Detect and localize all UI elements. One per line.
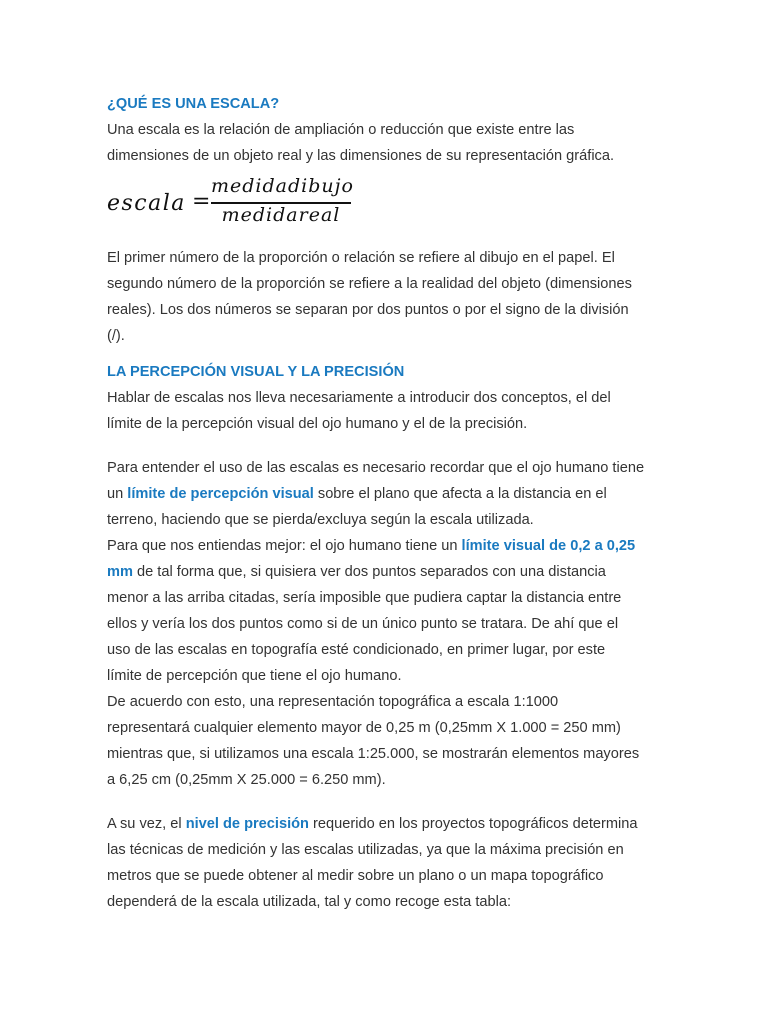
formula-denominator: medidareal xyxy=(221,204,341,226)
formula-equals: = xyxy=(192,189,211,214)
paragraph-line: dependerá de la escala utilizada, tal y como recoge esta tabla: xyxy=(107,894,512,910)
formula-lhs: escala xyxy=(107,191,186,216)
paragraph-line: las técnicas de medición y las escalas utilizadas, ya que la máxima precisión en xyxy=(107,842,624,858)
article-body xyxy=(107,91,667,915)
link-limite-visual-mm[interactable]: mm xyxy=(107,564,133,580)
scale-formula xyxy=(107,175,667,235)
formula-numerator: medidadibujo xyxy=(211,175,354,197)
paragraph-line: dimensiones de un objeto real y las dimensiones de su representación gráfica. xyxy=(107,148,615,164)
paragraph-line: (/). xyxy=(107,328,125,344)
text-run: sobre el plano que afecta a la distancia en el xyxy=(313,486,607,502)
paragraph-line: uso de las escalas en topografía esté condicionado, en primer lugar, por este xyxy=(107,642,606,658)
paragraph-line: metros que se puede obtener al medir sobre un plano o un mapa topográfico xyxy=(107,868,604,884)
paragraph-line: límite de percepción que tiene el ojo humano. xyxy=(107,668,402,684)
text-run: Para que nos entiendas mejor: el ojo humano tiene un xyxy=(107,538,462,554)
paragraph-line xyxy=(107,533,667,559)
paragraph-line xyxy=(107,811,667,837)
paragraph-line xyxy=(107,559,667,585)
paragraph-line: menor a las arriba citadas, sería imposible que pudiera captar la distancia entre xyxy=(107,590,622,606)
paragraph-line: límite de la percepción visual del ojo humano y el de la precisión. xyxy=(107,416,528,432)
paragraph-line xyxy=(107,481,667,507)
text-run: requerido en los proyectos topográficos determina xyxy=(308,816,638,832)
paragraph-line: ellos y vería los dos puntos como si de un único punto se tratara. De ahí que el xyxy=(107,616,619,632)
link-limite-percepcion-visual[interactable]: límite de percepción visual xyxy=(127,486,314,502)
paragraph-line: terreno, haciendo que se pierda/excluya según la escala utilizada. xyxy=(107,512,534,528)
text-run: A su vez, el xyxy=(107,816,186,832)
paragraph-line: De acuerdo con esto, una representación topográfica a escala 1:1000 xyxy=(107,694,559,710)
paragraph-line: Hablar de escalas nos lleva necesariamente a introducir dos conceptos, el del xyxy=(107,390,611,406)
section-heading-que-es-una-escala: ¿QUÉ ES UNA ESCALA? xyxy=(107,96,280,112)
text-run: un xyxy=(107,486,128,502)
paragraph-line: Una escala es la relación de ampliación o reducción que existe entre las xyxy=(107,122,575,138)
paragraph-line: segundo número de la proporción se refiere a la realidad del objeto (dimensiones xyxy=(107,276,632,292)
paragraph-line: representará cualquier elemento mayor de 0,25 m (0,25mm X 1.000 = 250 mm) xyxy=(107,720,621,736)
section-heading-percepcion-visual: LA PERCEPCIÓN VISUAL Y LA PRECISIÓN xyxy=(107,364,405,380)
paragraph-line: a 6,25 cm (0,25mm X 25.000 = 6.250 mm). xyxy=(107,772,386,788)
paragraph-line: mientras que, si utilizamos una escala 1:25.000, se mostrarán elementos mayores xyxy=(107,746,640,762)
paragraph-line: El primer número de la proporción o relación se refiere al dibujo en el papel. El xyxy=(107,250,615,266)
paragraph-line: Para entender el uso de las escalas es necesario recordar que el ojo humano tiene xyxy=(107,460,645,476)
link-nivel-de-precision[interactable]: nivel de precisión xyxy=(185,816,309,832)
text-run: de tal forma que, si quisiera ver dos puntos separados con una distancia xyxy=(132,564,606,580)
paragraph-line: reales). Los dos números se separan por dos puntos o por el signo de la división xyxy=(107,302,629,318)
link-limite-visual[interactable]: límite visual de 0,2 a 0,25 xyxy=(461,538,636,554)
